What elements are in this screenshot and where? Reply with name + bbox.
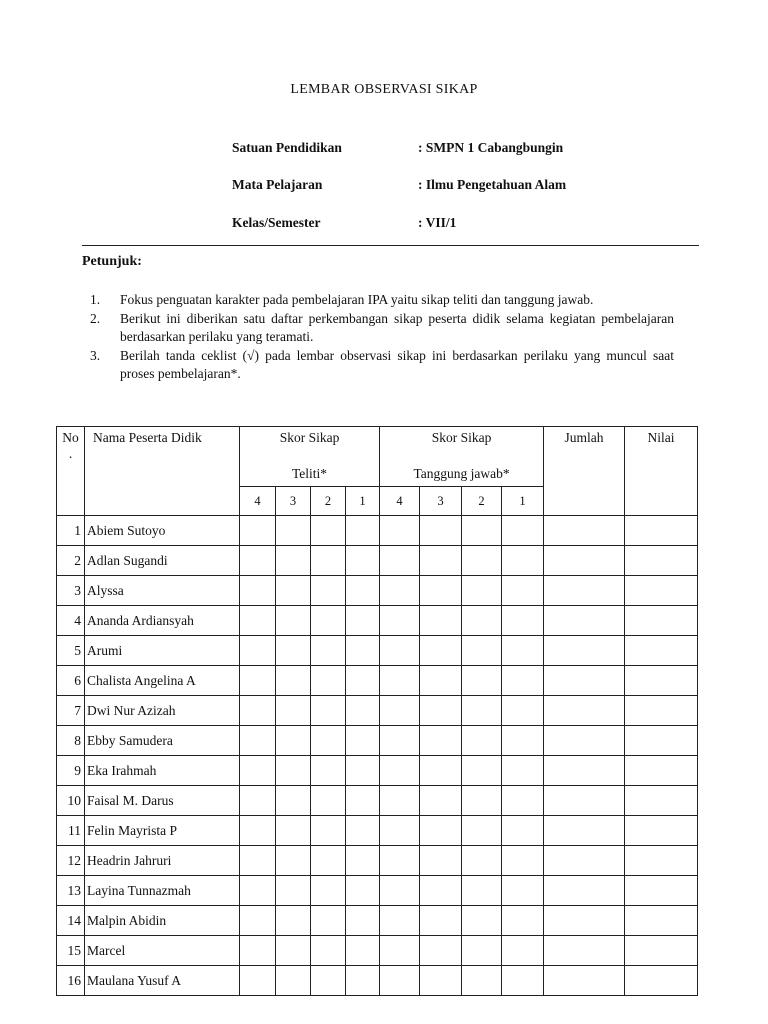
student-name: Abiem Sutoyo (85, 516, 240, 546)
row-number: 3 (57, 576, 85, 606)
student-name: Alyssa (85, 576, 240, 606)
student-name: Maulana Yusuf A (85, 966, 240, 996)
score-cell[interactable] (240, 846, 276, 876)
table-row (57, 846, 698, 876)
jumlah-cell[interactable] (544, 876, 625, 906)
score-cell[interactable] (502, 906, 544, 936)
jumlah-cell[interactable] (544, 546, 625, 576)
score-cell[interactable] (502, 546, 544, 576)
score-header: 3 (276, 487, 311, 516)
nilai-cell[interactable] (625, 786, 698, 816)
table-row (57, 786, 698, 816)
score-cell[interactable] (240, 726, 276, 756)
score-cell[interactable] (462, 666, 502, 696)
header-no-dot: . (68, 446, 73, 461)
jumlah-cell[interactable] (544, 576, 625, 606)
score-cell[interactable] (380, 696, 420, 726)
header-skor-teliti-bottom: Teliti* (291, 466, 328, 481)
info-value: : VII/1 (418, 215, 457, 230)
info-label: Mata Pelajaran (232, 177, 323, 192)
row-number: 10 (57, 786, 85, 816)
instruction-item (90, 310, 674, 347)
header-skor-tj-bottom: Tanggung jawab* (413, 466, 510, 481)
score-cell[interactable] (346, 696, 380, 726)
info-label: Kelas/Semester (232, 215, 321, 230)
score-cell[interactable] (462, 696, 502, 726)
score-cell[interactable] (276, 516, 311, 546)
header-skor-teliti (240, 427, 380, 487)
table-row (57, 816, 698, 846)
header-no-label: No (62, 430, 79, 445)
table-row (57, 576, 698, 606)
score-cell[interactable] (346, 786, 380, 816)
score-cell[interactable] (311, 786, 346, 816)
score-cell[interactable] (502, 786, 544, 816)
nilai-cell[interactable] (625, 966, 698, 996)
table-row (57, 876, 698, 906)
nilai-cell[interactable] (625, 876, 698, 906)
score-cell[interactable] (311, 606, 346, 636)
header-no (57, 427, 85, 516)
student-name: Adlan Sugandi (85, 546, 240, 576)
score-cell[interactable] (276, 966, 311, 996)
score-cell[interactable] (240, 966, 276, 996)
score-cell[interactable] (502, 606, 544, 636)
score-cell[interactable] (502, 666, 544, 696)
nilai-cell[interactable] (625, 936, 698, 966)
row-number: 16 (57, 966, 85, 996)
score-cell[interactable] (420, 516, 462, 546)
score-cell[interactable] (240, 606, 276, 636)
score-cell[interactable] (311, 816, 346, 846)
score-cell[interactable] (276, 696, 311, 726)
score-cell[interactable] (462, 876, 502, 906)
row-number: 14 (57, 906, 85, 936)
score-cell[interactable] (462, 846, 502, 876)
score-cell[interactable] (420, 696, 462, 726)
jumlah-cell[interactable] (544, 966, 625, 996)
score-cell[interactable] (240, 876, 276, 906)
header-skor-teliti-top: Skor Sikap (279, 430, 340, 445)
score-cell[interactable] (502, 876, 544, 906)
score-cell[interactable] (276, 636, 311, 666)
info-value: : SMPN 1 Cabangbungin (418, 140, 564, 155)
score-cell[interactable] (420, 756, 462, 786)
nilai-cell[interactable] (625, 606, 698, 636)
header-nilai: Nilai (625, 427, 698, 516)
nilai-cell[interactable] (625, 756, 698, 786)
score-cell[interactable] (276, 786, 311, 816)
table-row (57, 726, 698, 756)
jumlah-cell[interactable] (544, 936, 625, 966)
row-number: 12 (57, 846, 85, 876)
instruction-item (90, 291, 674, 310)
student-name: Malpin Abidin (85, 906, 240, 936)
jumlah-cell[interactable] (544, 636, 625, 666)
score-cell[interactable] (502, 696, 544, 726)
row-number: 2 (57, 546, 85, 576)
table-row (57, 636, 698, 666)
nilai-cell[interactable] (625, 576, 698, 606)
score-cell[interactable] (462, 636, 502, 666)
score-cell[interactable] (502, 726, 544, 756)
score-cell[interactable] (380, 636, 420, 666)
nilai-cell[interactable] (625, 636, 698, 666)
row-number: 15 (57, 936, 85, 966)
score-cell[interactable] (380, 576, 420, 606)
row-number: 4 (57, 606, 85, 636)
score-header: 4 (240, 487, 276, 516)
jumlah-cell[interactable] (544, 816, 625, 846)
score-cell[interactable] (420, 636, 462, 666)
score-cell[interactable] (420, 966, 462, 996)
score-cell[interactable] (380, 786, 420, 816)
score-cell[interactable] (380, 846, 420, 876)
student-name: Chalista Angelina A (85, 666, 240, 696)
score-cell[interactable] (502, 846, 544, 876)
info-row-subject (232, 177, 566, 193)
row-number: 9 (57, 756, 85, 786)
score-cell[interactable] (420, 846, 462, 876)
score-cell[interactable] (420, 576, 462, 606)
score-cell[interactable] (240, 546, 276, 576)
student-name: Dwi Nur Azizah (85, 696, 240, 726)
score-cell[interactable] (502, 516, 544, 546)
score-cell[interactable] (502, 636, 544, 666)
score-cell[interactable] (462, 606, 502, 636)
score-cell[interactable] (502, 576, 544, 606)
score-cell[interactable] (346, 576, 380, 606)
score-cell[interactable] (420, 726, 462, 756)
score-cell[interactable] (311, 966, 346, 996)
score-cell[interactable] (380, 726, 420, 756)
info-value: : Ilmu Pengetahuan Alam (418, 177, 567, 192)
score-cell[interactable] (240, 666, 276, 696)
score-cell[interactable] (240, 906, 276, 936)
score-cell[interactable] (240, 756, 276, 786)
score-cell[interactable] (311, 906, 346, 936)
score-cell[interactable] (346, 606, 380, 636)
score-cell[interactable] (420, 666, 462, 696)
score-cell[interactable] (276, 606, 311, 636)
score-cell[interactable] (240, 636, 276, 666)
score-cell[interactable] (240, 936, 276, 966)
row-number: 7 (57, 696, 85, 726)
score-header: 2 (462, 487, 502, 516)
nilai-cell[interactable] (625, 666, 698, 696)
score-cell[interactable] (346, 756, 380, 786)
score-cell[interactable] (502, 756, 544, 786)
score-cell[interactable] (311, 546, 346, 576)
instruction-text: Fokus penguatan karakter pada pembelajaran IPA yaitu sikap teliti dan tanggung jawab. (120, 292, 594, 307)
score-cell[interactable] (380, 906, 420, 936)
table-row (57, 966, 698, 996)
score-cell[interactable] (420, 936, 462, 966)
score-cell[interactable] (462, 786, 502, 816)
score-cell[interactable] (380, 546, 420, 576)
student-name: Arumi (85, 636, 240, 666)
score-cell[interactable] (346, 936, 380, 966)
score-cell[interactable] (502, 816, 544, 846)
header-skor-tj-top: Skor Sikap (431, 430, 492, 445)
jumlah-cell[interactable] (544, 696, 625, 726)
score-cell[interactable] (311, 936, 346, 966)
jumlah-cell[interactable] (544, 906, 625, 936)
student-name: Eka Irahmah (85, 756, 240, 786)
nilai-cell[interactable] (625, 546, 698, 576)
row-number: 6 (57, 666, 85, 696)
score-cell[interactable] (240, 786, 276, 816)
jumlah-cell[interactable] (544, 516, 625, 546)
score-cell[interactable] (462, 726, 502, 756)
score-cell[interactable] (420, 816, 462, 846)
score-cell[interactable] (311, 696, 346, 726)
header-skor-tanggung-jawab (380, 427, 544, 487)
student-name: Marcel (85, 936, 240, 966)
table-row (57, 516, 698, 546)
score-cell[interactable] (276, 726, 311, 756)
score-cell[interactable] (380, 756, 420, 786)
instruction-item (90, 347, 674, 384)
nilai-cell[interactable] (625, 726, 698, 756)
score-header: 2 (311, 487, 346, 516)
table-row (57, 936, 698, 966)
score-cell[interactable] (380, 666, 420, 696)
row-number: 8 (57, 726, 85, 756)
score-cell[interactable] (346, 666, 380, 696)
score-cell[interactable] (502, 966, 544, 996)
instruction-number: 2. (90, 310, 101, 326)
score-cell[interactable] (240, 816, 276, 846)
table-row (57, 906, 698, 936)
score-cell[interactable] (380, 966, 420, 996)
score-header: 4 (380, 487, 420, 516)
score-cell[interactable] (240, 576, 276, 606)
student-name: Headrin Jahruri (85, 846, 240, 876)
divider-line (82, 245, 699, 246)
table-header-row (57, 427, 698, 487)
score-header: 3 (420, 487, 462, 516)
nilai-cell[interactable] (625, 516, 698, 546)
score-header: 1 (502, 487, 544, 516)
score-cell[interactable] (276, 906, 311, 936)
jumlah-cell[interactable] (544, 786, 625, 816)
score-cell[interactable] (276, 846, 311, 876)
score-cell[interactable] (276, 666, 311, 696)
student-name: Faisal M. Darus (85, 786, 240, 816)
score-cell[interactable] (462, 936, 502, 966)
jumlah-cell[interactable] (544, 756, 625, 786)
score-cell[interactable] (380, 876, 420, 906)
instructions-list (90, 291, 674, 384)
instruction-number: 1. (90, 292, 101, 307)
score-cell[interactable] (462, 516, 502, 546)
row-number: 5 (57, 636, 85, 666)
score-cell[interactable] (420, 876, 462, 906)
score-cell[interactable] (346, 876, 380, 906)
score-cell[interactable] (380, 606, 420, 636)
student-name: Layina Tunnazmah (85, 876, 240, 906)
score-cell[interactable] (346, 816, 380, 846)
instruction-text: Berikut ini diberikan satu daftar perkembangan sikap peserta didik selama kegiatan pembelajaran berdasarkan perilaku yang teramati. (120, 310, 674, 344)
jumlah-cell[interactable] (544, 846, 625, 876)
score-cell[interactable] (462, 576, 502, 606)
row-number: 13 (57, 876, 85, 906)
header-jumlah: Jumlah (544, 427, 625, 516)
score-cell[interactable] (311, 576, 346, 606)
score-cell[interactable] (276, 546, 311, 576)
score-cell[interactable] (240, 696, 276, 726)
table-row (57, 666, 698, 696)
score-cell[interactable] (462, 966, 502, 996)
score-cell[interactable] (420, 786, 462, 816)
table-row (57, 696, 698, 726)
student-name: Felin Mayrista P (85, 816, 240, 846)
score-cell[interactable] (420, 606, 462, 636)
score-cell[interactable] (276, 876, 311, 906)
nilai-cell[interactable] (625, 906, 698, 936)
observation-table (56, 426, 698, 996)
score-cell[interactable] (346, 906, 380, 936)
score-cell[interactable] (240, 516, 276, 546)
score-cell[interactable] (346, 546, 380, 576)
score-cell[interactable] (346, 846, 380, 876)
score-cell[interactable] (276, 576, 311, 606)
info-row-class (232, 215, 456, 231)
row-number: 11 (57, 816, 85, 846)
score-cell[interactable] (311, 636, 346, 666)
score-cell[interactable] (276, 936, 311, 966)
student-name: Ananda Ardiansyah (85, 606, 240, 636)
score-cell[interactable] (462, 816, 502, 846)
score-cell[interactable] (346, 966, 380, 996)
score-header: 1 (346, 487, 380, 516)
score-cell[interactable] (380, 516, 420, 546)
student-name: Ebby Samudera (85, 726, 240, 756)
jumlah-cell[interactable] (544, 726, 625, 756)
row-number: 1 (57, 516, 85, 546)
document-title: LEMBAR OBSERVASI SIKAP (290, 82, 478, 97)
score-cell[interactable] (276, 756, 311, 786)
table-row (57, 546, 698, 576)
nilai-cell[interactable] (625, 816, 698, 846)
score-cell[interactable] (346, 636, 380, 666)
score-cell[interactable] (380, 936, 420, 966)
score-cell[interactable] (462, 756, 502, 786)
score-cell[interactable] (420, 906, 462, 936)
score-cell[interactable] (462, 546, 502, 576)
jumlah-cell[interactable] (544, 666, 625, 696)
instruction-number: 3. (90, 347, 101, 363)
score-cell[interactable] (311, 756, 346, 786)
score-cell[interactable] (380, 816, 420, 846)
header-name: Nama Peserta Didik (85, 427, 240, 516)
nilai-cell[interactable] (625, 696, 698, 726)
score-cell[interactable] (311, 516, 346, 546)
score-cell[interactable] (276, 816, 311, 846)
score-cell[interactable] (346, 516, 380, 546)
jumlah-cell[interactable] (544, 606, 625, 636)
score-cell[interactable] (346, 726, 380, 756)
score-cell[interactable] (311, 666, 346, 696)
instruction-text: Berilah tanda ceklist (√) pada lembar observasi sikap ini berdasarkan perilaku yang muncul saat proses pembelajaran*. (120, 347, 674, 381)
table-row (57, 606, 698, 636)
instructions-heading: Petunjuk: (82, 254, 142, 269)
score-cell[interactable] (420, 546, 462, 576)
score-cell[interactable] (502, 936, 544, 966)
score-cell[interactable] (462, 906, 502, 936)
info-label: Satuan Pendidikan (232, 140, 342, 155)
score-cell[interactable] (311, 726, 346, 756)
info-row-school (232, 140, 563, 156)
nilai-cell[interactable] (625, 846, 698, 876)
score-cell[interactable] (311, 846, 346, 876)
score-cell[interactable] (311, 876, 346, 906)
table-row (57, 756, 698, 786)
